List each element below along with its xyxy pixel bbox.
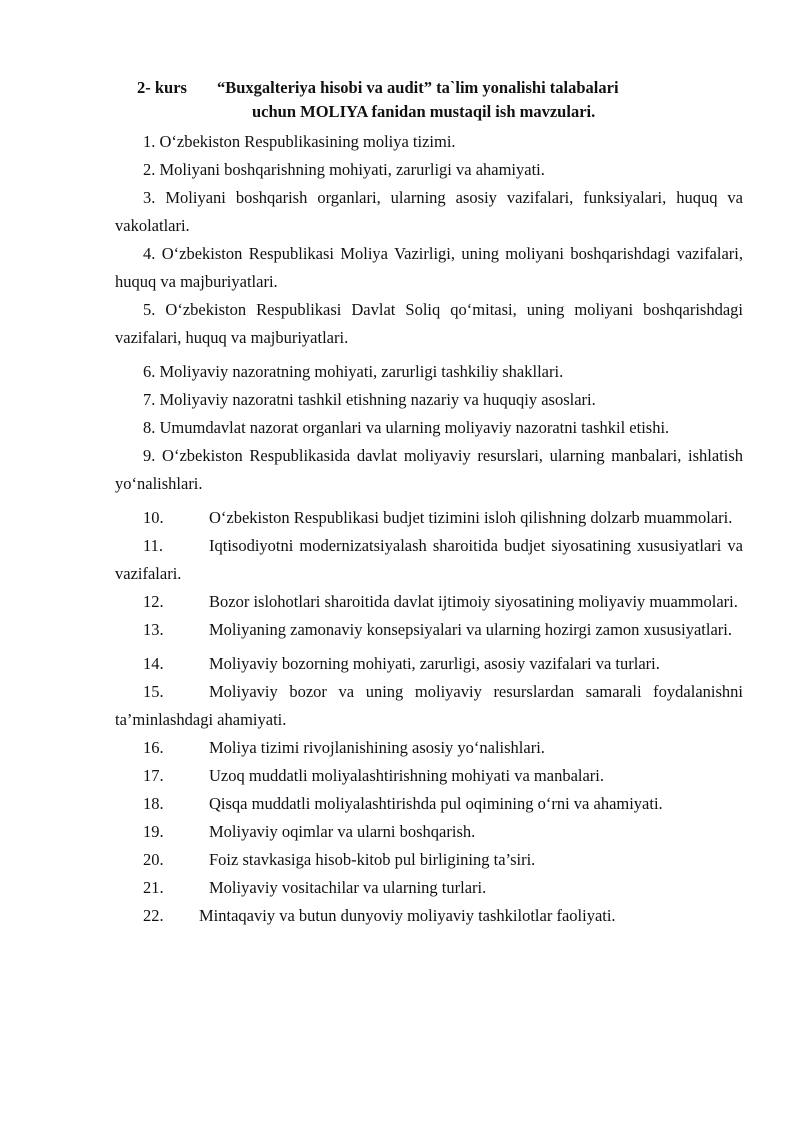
list-item xyxy=(115,902,743,930)
title-line-1-text: “Buxgalteriya hisobi va audit” ta`lim yonalishi talabalari xyxy=(217,78,619,97)
item-number: 1. xyxy=(143,132,156,151)
list-item xyxy=(115,650,743,678)
course-label: 2- kurs xyxy=(137,78,187,97)
item-number: 4. xyxy=(143,244,156,263)
item-number: 2. xyxy=(143,160,156,179)
item-number: 14. xyxy=(143,654,164,673)
list-item xyxy=(115,386,743,414)
list-item xyxy=(115,296,743,352)
list-item xyxy=(115,818,743,846)
item-number: 7. xyxy=(143,390,156,409)
list-item xyxy=(115,790,743,818)
item-text: Moliyaviy bozorning mohiyati, zarurligi, asosiy vazifalari va turlari. xyxy=(209,654,660,673)
item-number: 17. xyxy=(143,766,164,785)
item-text: Moliyani boshqarishning mohiyati, zarurligi va ahamiyati. xyxy=(159,160,545,179)
item-number: 19. xyxy=(143,822,164,841)
item-text: Iqtisodiyotni modernizatsiyalash sharoitida budjet siyosatining xususiyatlari va vazifalari. xyxy=(115,536,743,583)
item-text: Moliyaviy oqimlar va ularni boshqarish. xyxy=(209,822,476,841)
item-number: 16. xyxy=(143,738,164,757)
title-line-2: uchun MOLIYA fanidan mustaqil ish mavzulari. xyxy=(252,102,596,121)
topic-list xyxy=(115,128,743,930)
list-item xyxy=(115,846,743,874)
item-text: Uzoq muddatli moliyalashtirishning mohiyati va manbalari. xyxy=(209,766,605,785)
item-number: 10. xyxy=(143,508,164,527)
list-item xyxy=(115,616,743,644)
item-text: O‘zbekiston Respublikasi budjet tizimini isloh qilishning dolzarb muammolari. xyxy=(209,508,733,527)
item-number: 15. xyxy=(143,682,164,701)
document-page xyxy=(115,76,743,930)
item-number: 12. xyxy=(143,592,164,611)
item-text: Mintaqaviy va butun dunyoviy moliyaviy tashkilotlar faoliyati. xyxy=(199,906,616,925)
list-item xyxy=(115,184,743,240)
list-item xyxy=(115,734,743,762)
list-item xyxy=(115,128,743,156)
item-number: 21. xyxy=(143,878,164,897)
item-text: Moliyaning zamonaviy konsepsiyalari va ularning hozirgi zamon xususiyatlari. xyxy=(209,620,732,639)
item-text: Moliyaviy nazoratning mohiyati, zarurligi tashkiliy shakllari. xyxy=(159,362,564,381)
item-text: Foiz stavkasiga hisob-kitob pul birligining ta’siri. xyxy=(209,850,536,869)
item-number: 22. xyxy=(143,906,164,925)
item-text: O‘zbekiston Respublikasining moliya tizimi. xyxy=(159,132,456,151)
document-title xyxy=(115,76,743,124)
list-item xyxy=(115,240,743,296)
item-text: O‘zbekiston Respublikasi Davlat Soliq qo‘mitasi, uning moliyani boshqarishdagi vazifalari, huquq va majburiyatlari. xyxy=(115,300,744,347)
list-item xyxy=(115,358,743,386)
list-item xyxy=(115,504,743,532)
item-number: 3. xyxy=(143,188,156,207)
item-number: 13. xyxy=(143,620,164,639)
list-item xyxy=(115,156,743,184)
item-number: 9. xyxy=(143,446,156,465)
list-item xyxy=(115,762,743,790)
item-text: Moliyaviy bozor va uning moliyaviy resurslardan samarali foydalanishni ta’minlashdagi ahamiyati. xyxy=(115,682,743,729)
item-text: Moliyani boshqarish organlari, ularning asosiy vazifalari, funksiyalari, huquq va vakolatlari. xyxy=(115,188,743,235)
item-number: 11. xyxy=(143,536,164,555)
item-number: 6. xyxy=(143,362,156,381)
list-item xyxy=(115,678,743,734)
item-text: O‘zbekiston Respublikasida davlat moliyaviy resurslari, ularning manbalari, ishlatish yo‘nalishlari. xyxy=(115,446,744,493)
item-text: Bozor islohotlari sharoitida davlat ijtimoiy siyosatining moliyaviy muammolari. xyxy=(209,592,738,611)
item-text: Moliyaviy vositachilar va ularning turlari. xyxy=(209,878,487,897)
item-text: O‘zbekiston Respublikasi Moliya Vazirligi, uning moliyani boshqarishdagi vazifalari, huquq va majburiyatlari. xyxy=(115,244,743,291)
list-item xyxy=(115,532,743,588)
list-item xyxy=(115,414,743,442)
list-item xyxy=(115,874,743,902)
title-line-1 xyxy=(115,76,743,100)
item-number: 18. xyxy=(143,794,164,813)
item-number: 8. xyxy=(143,418,156,437)
list-item xyxy=(115,588,743,616)
item-text: Umumdavlat nazorat organlari va ularning moliyaviy nazoratni tashkil etishi. xyxy=(159,418,670,437)
item-text: Moliya tizimi rivojlanishining asosiy yo‘nalishlari. xyxy=(209,738,545,757)
item-number: 5. xyxy=(143,300,156,319)
list-item xyxy=(115,442,743,498)
item-text: Moliyaviy nazoratni tashkil etishning nazariy va huquqiy asoslari. xyxy=(159,390,596,409)
item-number: 20. xyxy=(143,850,164,869)
item-text: Qisqa muddatli moliyalashtirishda pul oqimining o‘rni va ahamiyati. xyxy=(209,794,663,813)
